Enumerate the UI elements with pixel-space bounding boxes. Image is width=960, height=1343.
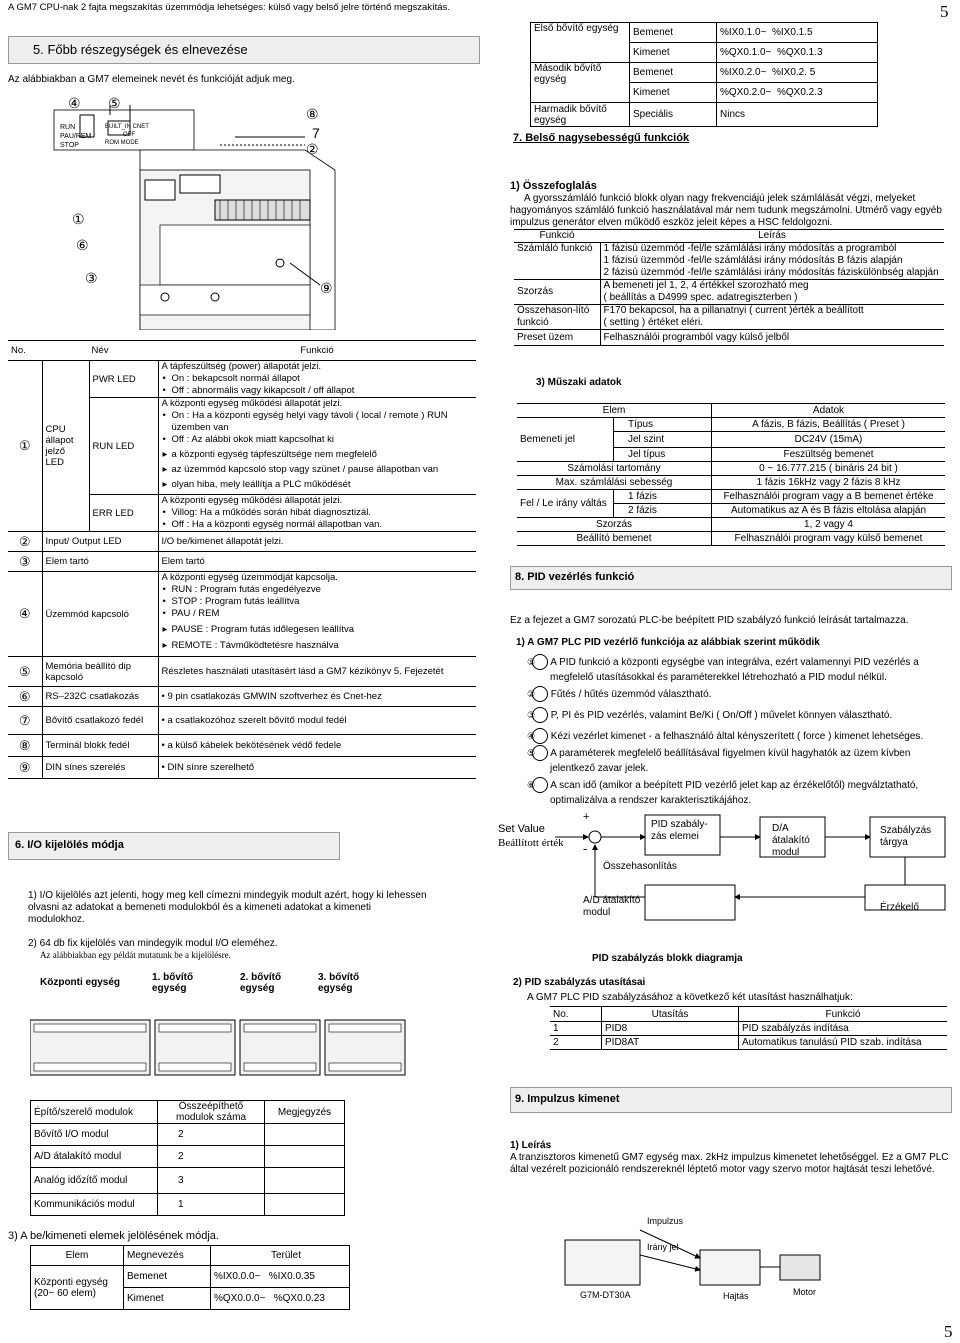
- pulse-label-dir: Irány jel: [647, 1242, 679, 1252]
- parts-header-name: Név: [91, 345, 109, 356]
- section6-banner: [8, 832, 340, 860]
- pid-block-elements: PID szabály-zás elemei: [651, 819, 708, 842]
- switch-run-label: RUN: [60, 124, 76, 131]
- hsc-desc: [600, 243, 944, 280]
- hsc-func: Preset üzem: [514, 330, 600, 346]
- pid-feature: [526, 686, 947, 702]
- row-func: Elem tartó: [161, 556, 205, 567]
- err-led-function: [158, 495, 476, 532]
- switch-stop-label: STOP: [60, 142, 79, 149]
- section9-banner: [510, 1087, 952, 1113]
- modules-table: [30, 1100, 345, 1216]
- mod-cell: Bővítő I/O modul: [31, 1124, 158, 1146]
- exp-from: %QX0.1.0~: [720, 47, 772, 58]
- section9-sub1: 1) Leírás: [510, 1140, 552, 1151]
- section5-intro: Az alábbiakban a GM7 elemeinek nevét és funkcióját adjuk meg.: [8, 74, 295, 85]
- spec-sub: Jel típus: [614, 448, 712, 462]
- spec-val: 1, 2 vagy 4: [804, 518, 853, 530]
- exp-range: [717, 23, 878, 43]
- run-led-subitem: ▸ az üzemmód kapcsoló stop vagy szünet / pause állapotban van: [162, 464, 474, 476]
- spec-val: Felhasználói program vagy a B bemenet értéke: [723, 490, 934, 502]
- run-led-function: [158, 398, 476, 495]
- exp-type: Kimenet: [630, 83, 717, 103]
- spec-sub: 2 fázis: [614, 504, 712, 518]
- instr-header: No.: [550, 1007, 602, 1022]
- dip-cnet-label: BUILT_IN CNET: [105, 124, 149, 130]
- pid-minus: -: [583, 841, 588, 856]
- hsc-desc-line: 1 fázisú üzemmód -fel/le számlálási irány módosítás B fázis alapján: [603, 255, 903, 266]
- pulse-label-motor: Motor: [793, 1287, 817, 1297]
- row-no: ⑥: [8, 687, 42, 707]
- instr-header: Utasítás: [602, 1007, 739, 1022]
- row-func: I/O be/kimenet állapotát jelzi.: [161, 536, 284, 547]
- unit-ext3: 3. bővítő egység: [318, 972, 360, 994]
- exp-from: %IX0.2.0~: [720, 67, 767, 78]
- err-led-item: • Off : Ha a központi egység normál állapotban van.: [162, 519, 474, 531]
- unit-ext1: 1. bővítő egység: [152, 972, 194, 994]
- pid-feature: [526, 707, 947, 723]
- io-to: %QX0.0.23: [273, 1293, 325, 1304]
- pid-feature-text: A PID funkció a központi egységbe van integrálva, ezért valamennyi PID vezérlés a megfelelő utasításokkal és paraméterekkel létrehozható a PID modul nélkül.: [550, 657, 919, 683]
- section7-sub1: 1) Összefoglalás: [510, 180, 597, 192]
- instr-cell: Automatikus tanulású PID szab. indítása: [742, 1037, 922, 1048]
- mode-name: Üzemmód kapcsoló: [42, 572, 158, 657]
- pid-caption: PID szabályzás blokk diagramja: [592, 953, 743, 964]
- err-led-item: • Villog: Ha a működés során hibát diagnosztizál.: [162, 507, 474, 519]
- hsc-desc-line: ( setting ) értéket eléri.: [603, 317, 703, 328]
- unit-central: Központi egység: [40, 977, 121, 988]
- exp-unit: Második bővítő egység: [531, 63, 630, 103]
- page-number-bottom: 5: [944, 1322, 953, 1341]
- cpu-led-no: ①: [8, 361, 42, 532]
- hsc-desc: Felhasználói programból vagy külső jelből: [603, 331, 790, 343]
- row-func: Részletes használati utasításért lásd a GM7 kézikönyv 5. Fejezetét: [161, 666, 444, 677]
- pid-feature: [526, 777, 947, 808]
- pid-feature-num: ⑤: [532, 745, 548, 761]
- row-name: RS–232C csatlakozás: [42, 687, 158, 707]
- mod-cell: A/D átalakító modul: [31, 1146, 158, 1168]
- exp-range: [717, 43, 878, 63]
- spec-input: Bemeneti jel: [517, 418, 614, 462]
- section7-summary: A gyorsszámláló funkció blokk olyan nagy frekvenciájú jelek számlálását végzi, melyeket hagyományos számláló funkció használatával már nem tudunk megszámolni. Utmérő vagy egyéb impulzus generátor elven működő eszköz jeleit képes a HSC feldolgozni.: [510, 193, 942, 228]
- pid-block-ad: A/D átalakító modul: [583, 895, 641, 918]
- plc-diagram: [50, 85, 350, 330]
- row-func: • a csatlakozóhoz szerelt bővítő modul fedél: [161, 715, 347, 726]
- row-name: Terminál blokk fedél: [42, 735, 158, 757]
- mode-subitem: ▸ PAUSE : Program futás időlegesen leállítva: [162, 624, 474, 636]
- run-led-item: • On : Ha a központi egység helyi vagy távoli ( local / remote ) RUN üzemben van: [162, 410, 474, 434]
- pid-block-sensor: Érzékelő: [880, 902, 919, 913]
- callout-6: ⑥: [76, 237, 89, 253]
- header-text: A GM7 CPU-nak 2 fajta megszakítás üzemmódja lehetséges: külső vagy belső jelre történő megszakítás.: [8, 2, 450, 13]
- spec-sub: Típus: [614, 418, 712, 432]
- dip-off-label: OFF: [123, 132, 135, 138]
- io-cell: Kimenet: [124, 1288, 211, 1310]
- pwr-led-function: [158, 361, 476, 398]
- pwr-led-name: PWR LED: [89, 361, 158, 398]
- dip-rom-label: ROM MODE: [105, 140, 139, 146]
- io-from: %QX0.0.0~: [214, 1293, 266, 1304]
- plc-drawing: [50, 85, 350, 330]
- section6-p2: 2) 64 db fix kijelölés van mindegyik modul I/O eleméhez.: [28, 938, 278, 949]
- hsc-func: Összehason-lító funkció: [514, 305, 600, 330]
- pid-compare: Összehasonlítás: [603, 861, 677, 872]
- mod-cell: 2: [158, 1146, 265, 1168]
- instr-header: Funkció: [825, 1008, 861, 1020]
- pulse-label-drive: Hajtás: [723, 1291, 749, 1301]
- row-func: • DIN sínre szerelhető: [161, 762, 255, 773]
- pid-feature: [526, 745, 947, 776]
- parts-header-no: No.: [11, 345, 26, 356]
- err-led-title: A központi egység működési állapotát jelzi.: [161, 495, 343, 506]
- mod-cell: Kommunikációs modul: [31, 1194, 158, 1216]
- spec-val: Feszültség bemenet: [783, 448, 874, 460]
- exp-to: %IX0.1.5: [771, 27, 813, 38]
- spec-val: 0 ~ 16.777.215 ( bináris 24 bit ): [759, 462, 898, 474]
- spec-sub: 1 fázis: [614, 490, 712, 504]
- exp-to: %QX0.1.3: [776, 47, 823, 58]
- io-header: Terület: [211, 1246, 350, 1266]
- pid-feature-text: A paraméterek megfelelő beállításával figyelmen kívül hagyhatók az üzem kívben jelentkező zavar jelek.: [550, 748, 911, 774]
- pulse-label-impulse: Impulzus: [647, 1216, 684, 1226]
- spec-updown: Fel / Le irány váltás: [517, 490, 614, 518]
- section8-banner: [510, 566, 952, 590]
- section6-p1: 1) I/O kijelölés azt jelenti, hogy meg kell címezni mindegyik modult azért, hogy ki lehessen olvasni az adatokat a bemeneti modulokból és a kimeneti adatokat a kimeneti modulokhoz.: [28, 890, 427, 925]
- io-range: [211, 1266, 350, 1288]
- io-table: [30, 1245, 350, 1310]
- row-func-text: a külső kábelek bekötésének védő fedele: [167, 740, 342, 751]
- spec-header: Elem: [517, 404, 712, 418]
- io-cell: Bemenet: [124, 1266, 211, 1288]
- exp-unit: Harmadik bővítő egység: [531, 103, 630, 127]
- hsc-desc-line: 1 fázisú üzemmód -fel/le számlálási irány módosítás a programból: [603, 243, 897, 254]
- pid-feature-text: Kézi vezérlet kimenet - a felhasználó által kényszerített ( force ) kimenet lehetséges.: [550, 731, 924, 742]
- section8-sub2-text: A GM7 PLC PID szabályzásához a következő két utasítást használhatjuk:: [527, 992, 853, 1003]
- io-from: %IX0.0.0~: [214, 1271, 261, 1282]
- pwr-led-title: A tápfeszültség (power) állapotát jelzi.: [161, 361, 321, 372]
- spec-label: Beállító bemenet: [517, 532, 712, 546]
- exp-to: %IX0.2. 5: [771, 67, 816, 78]
- row-func: • 9 pin csatlakozás GMWIN szoftverhez és Cnet-hez: [161, 691, 382, 702]
- exp-type: Bemenet: [630, 23, 717, 43]
- hsc-header: Leírás: [758, 230, 786, 241]
- exp-unit: Első bővítő egység: [531, 23, 630, 63]
- pid-setvalue: Set Value: [498, 823, 545, 835]
- pid-feature-text: Fűtés / hűtés üzemmód választható.: [550, 689, 712, 700]
- hsc-function-table: [514, 229, 944, 346]
- parts-table: [8, 340, 476, 779]
- pid-feature-num: ④: [532, 728, 548, 744]
- hsc-desc-line: A bemeneti jel 1, 2, 4 értékkel szorozható meg: [603, 280, 809, 291]
- exp-range: Nincs: [717, 103, 878, 127]
- pid-block-plant: Szabályzás tárgya: [880, 825, 932, 848]
- run-led-name: RUN LED: [89, 398, 158, 495]
- dip-switch-labels: [105, 123, 149, 147]
- row-name: Bővítő csatlakozó fedél: [42, 707, 158, 735]
- section8-intro: Ez a fejezet a GM7 sorozatú PLC-be beépített PID szabályzó funkció leírását tartalmazza.: [510, 615, 909, 626]
- spec-val: 1 fázis 16kHz vagy 2 fázis 8 kHz: [756, 476, 901, 488]
- expansion-io-table: [530, 22, 878, 127]
- pid-block-da: D/A átalakító modul: [772, 823, 810, 858]
- mod-cell: 3: [158, 1168, 265, 1194]
- section5-banner: [8, 36, 480, 64]
- row-name: Input/ Output LED: [42, 532, 158, 552]
- io-header: Elem: [31, 1246, 124, 1266]
- section6-p3: 3) A be/kimeneti elemek jelölésének módja.: [8, 1230, 219, 1242]
- spec-sub: Jel szint: [614, 432, 712, 448]
- instr-cell: PID8: [602, 1022, 739, 1036]
- hsc-desc-line: F170 bekapcsol, ha a pillanatnyi ( current )érték a beállított: [603, 305, 864, 316]
- mod-header: Összeépíthető modulok száma: [158, 1101, 265, 1124]
- err-led-name: ERR LED: [89, 495, 158, 532]
- unit-ext2: 2. bővítő egység: [240, 972, 282, 994]
- pid-feature-num: ③: [532, 707, 548, 723]
- io-units-drawing: [30, 1005, 420, 1085]
- exp-range: [717, 83, 878, 103]
- mod-header: Építő/szerelő modulok: [31, 1101, 158, 1124]
- spec-label: Max. számlálási sebesség: [517, 476, 712, 490]
- section7-sub3: 3) Műszaki adatok: [536, 377, 622, 388]
- callout-7: 7: [312, 125, 320, 141]
- pwr-led-item: • On : bekapcsolt normál állapot: [162, 373, 474, 385]
- row-no: ②: [8, 532, 42, 552]
- cpu-led-name: CPU állapot jelző LED: [42, 361, 89, 532]
- row-no: ③: [8, 552, 42, 572]
- mode-item: • RUN : Program futás engedélyezve: [162, 584, 474, 596]
- instr-cell: PID szabályzás indítása: [742, 1023, 849, 1034]
- exp-to: %QX0.2.3: [776, 87, 823, 98]
- pulse-label-plc: G7M-DT30A: [580, 1290, 631, 1300]
- row-no: ⑨: [8, 757, 42, 779]
- pulse-diagram: [555, 1210, 835, 1305]
- pid-setvalue-hu: Beállított érték: [498, 837, 564, 849]
- row-func-text: 9 pin csatlakozás GMWIN szoftverhez és Cnet-hez: [167, 691, 382, 702]
- hsc-func: Számláló funkció: [514, 243, 600, 280]
- mode-title: A központi egység üzemmódját kapcsolja.: [161, 572, 338, 583]
- pid-plus: +: [583, 811, 590, 823]
- section7-title: 7. Belső nagysebességű funkciók: [513, 132, 690, 144]
- hsc-desc: [600, 305, 944, 330]
- row-func-text: a csatlakozóhoz szerelt bővítő modul fedél: [167, 715, 347, 726]
- exp-from: %IX0.1.0~: [720, 27, 767, 38]
- run-led-item: • Off : Az alábbi okok miatt kapcsolhat ki: [162, 434, 474, 446]
- section6-p2b: Az alábbiakban egy példát mutatunk be a kijelölésre.: [40, 950, 231, 960]
- io-elem: Központi egység (20~ 60 elem): [31, 1266, 124, 1310]
- row-no: ⑦: [8, 707, 42, 735]
- pid-instr-table: [550, 1006, 947, 1050]
- pid-feature-num: ①: [532, 654, 548, 670]
- hsc-desc-line: 2 fázisú üzemmód -fel/le számlálási irány módosítás fáziskülönbség alapján: [603, 267, 939, 278]
- callout-9: ⑨: [320, 280, 333, 296]
- mode-item: • PAU / REM: [162, 608, 474, 620]
- mode-switch-labels: [60, 123, 91, 150]
- spec-val: Automatikus az A és B fázis eltolása alapján: [730, 504, 927, 516]
- mod-cell: 2: [158, 1124, 265, 1146]
- exp-range: [717, 63, 878, 83]
- spec-label: Szorzás: [517, 518, 712, 532]
- row-name: Elem tartó: [42, 552, 158, 572]
- exp-type: Speciális: [630, 103, 717, 127]
- instr-cell: 2: [550, 1036, 602, 1050]
- mod-cell: Analóg időzítő modul: [31, 1168, 158, 1194]
- pid-features: [526, 654, 947, 808]
- hsc-desc-line: ( beállítás a D4999 spec. adatregiszterben ): [603, 292, 798, 303]
- callout-3: ③: [85, 270, 98, 286]
- callout-8: ⑧: [306, 106, 319, 122]
- spec-val: Felhasználói program vagy külső bemenet: [734, 532, 923, 544]
- spec-val: A fázis, B fázis, Beállítás ( Preset ): [752, 418, 905, 430]
- callout-2: ②: [306, 141, 319, 157]
- pid-feature: [526, 654, 947, 685]
- mode-item: • STOP : Program futás leállítva: [162, 596, 474, 608]
- mode-function: [158, 572, 476, 657]
- page-number-top: 5: [940, 2, 949, 21]
- instr-cell: PID8AT: [602, 1036, 739, 1050]
- spec-table: [517, 403, 945, 546]
- row-no: ⑧: [8, 735, 42, 757]
- spec-header: Adatok: [812, 404, 845, 416]
- callout-1: ①: [72, 211, 85, 227]
- row-name: Memória beállító dip kapcsoló: [42, 657, 158, 687]
- pid-feature-text: A scan idő (amikor a beépített PID vezérlő jelet kap az érzékelőtől) megválztatható, optimalizálva a rendszer karakterisztikájához.: [550, 780, 919, 806]
- spec-val: DC24V (15mA): [794, 433, 863, 445]
- io-header: Megnevezés: [124, 1246, 211, 1266]
- mode-subitem: ▸ REMOTE : Távműködtetésre használva: [162, 640, 474, 652]
- callout-4: ④: [68, 95, 81, 111]
- section9-title: 9. Impulzus kimenet: [515, 1093, 620, 1105]
- row-name: DIN sínes szerelés: [42, 757, 158, 779]
- section7-banner: [510, 128, 950, 150]
- section8-sub1: 1) A GM7 PLC PID vezérlő funkciója az alábbiak szerint működik: [516, 637, 820, 648]
- run-led-subitem: ▸ a központi egység tápfeszültsége nem megfelelő: [162, 449, 474, 461]
- pid-feature-num: ②: [532, 686, 548, 702]
- exp-type: Kimenet: [630, 43, 717, 63]
- io-to: %IX0.0.35: [268, 1271, 315, 1282]
- section6-title: 6. I/O kijelölés módja: [15, 839, 124, 851]
- spec-label: Számolási tartomány: [517, 462, 712, 476]
- section9-text: A tranzisztoros kimenetű GM7 egység max. 2kHz impulzus kimenetet lehetőséggel. Ez a GM7 PLC által vezérelt pozicionáló rendszereknél léptető motor vagy szervo motor hajtását teszi lehetővé.: [510, 1152, 949, 1175]
- hsc-func: Szorzás: [514, 280, 600, 305]
- callout-5: ⑤: [108, 95, 121, 111]
- pid-feature-num: ⑥: [532, 777, 548, 793]
- section8-sub2: 2) PID szabályzás utasításai: [513, 977, 646, 988]
- exp-from: %QX0.2.0~: [720, 87, 772, 98]
- row-no: ⑤: [8, 657, 42, 687]
- mod-header: Megjegyzés: [265, 1101, 345, 1124]
- pid-block-diagram: [495, 805, 955, 964]
- section5-title: 5. Főbb részegységek és elnevezése: [33, 42, 248, 57]
- run-led-subitem: ▸ olyan hiba, mely leállítja a PLC működését: [162, 479, 474, 491]
- switch-pau-label: PAU/REM: [60, 133, 92, 140]
- row-func-text: DIN sínre szerelhető: [167, 762, 255, 773]
- run-led-title: A központi egység működési állapotát jelzi.: [161, 398, 343, 409]
- pwr-led-item: • Off : abnormális vagy kikapcsolt / off állapot: [162, 385, 474, 397]
- parts-header-function: Funkció: [300, 345, 334, 356]
- instr-cell: 1: [550, 1022, 602, 1036]
- mod-cell: 1: [158, 1194, 265, 1216]
- exp-type: Bemenet: [630, 63, 717, 83]
- row-func: • a külső kábelek bekötésének védő fedele: [161, 740, 342, 751]
- pid-feature: [526, 728, 947, 744]
- hsc-header: Funkció: [539, 230, 575, 241]
- io-range: [211, 1288, 350, 1310]
- pid-feature-text: P, PI és PID vezérlés, valamint Be/Ki ( On/Off ) művelet könnyen választható.: [550, 710, 893, 721]
- section8-title: 8. PID vezérlés funkció: [515, 571, 635, 583]
- mode-no: ④: [8, 572, 42, 657]
- hsc-desc: [600, 280, 944, 305]
